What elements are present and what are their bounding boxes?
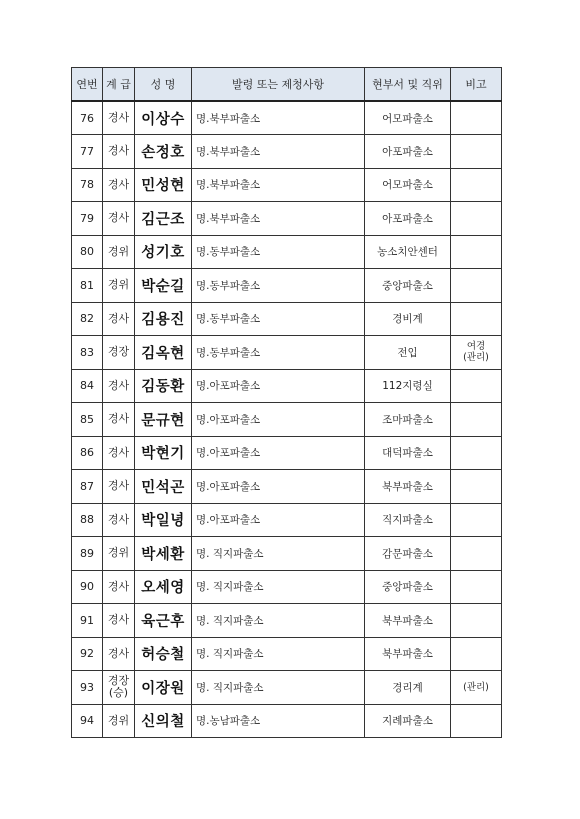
cell-note: [451, 704, 502, 738]
cell-order: 명.북부파출소: [192, 135, 365, 169]
cell-rank: 경사: [103, 604, 135, 638]
cell-name: 민석곤: [135, 470, 192, 504]
table-row: [72, 235, 502, 269]
table-row: [72, 671, 502, 705]
cell-rank: 경사: [103, 436, 135, 470]
cell-station: 112지령실: [365, 369, 451, 403]
cell-station: 직지파출소: [365, 503, 451, 537]
table-row: [72, 637, 502, 671]
table-row: [72, 202, 502, 236]
cell-station: 전입: [365, 336, 451, 370]
cell-order: 명.아포파출소: [192, 436, 365, 470]
table-row: [72, 369, 502, 403]
cell-num: 78: [72, 168, 103, 202]
cell-order: 명. 직지파출소: [192, 537, 365, 571]
cell-note: [451, 168, 502, 202]
cell-order: 명.북부파출소: [192, 101, 365, 135]
cell-rank: 경장: [103, 336, 135, 370]
cell-num: 85: [72, 403, 103, 437]
cell-name: 김근조: [135, 202, 192, 236]
cell-num: 92: [72, 637, 103, 671]
cell-note: [451, 302, 502, 336]
cell-rank: 경위: [103, 704, 135, 738]
table-header-row: [72, 68, 502, 102]
cell-order: 명. 직지파출소: [192, 637, 365, 671]
table-row: [72, 101, 502, 135]
table-row: [72, 604, 502, 638]
cell-num: 87: [72, 470, 103, 504]
cell-station: 아포파출소: [365, 202, 451, 236]
table-row: [72, 537, 502, 571]
cell-rank: 경사: [103, 503, 135, 537]
cell-note: [451, 403, 502, 437]
cell-note: [451, 637, 502, 671]
table-row: [72, 470, 502, 504]
cell-name: 김용진: [135, 302, 192, 336]
cell-rank: 경사: [103, 302, 135, 336]
cell-num: 89: [72, 537, 103, 571]
cell-station: 북부파출소: [365, 470, 451, 504]
cell-num: 77: [72, 135, 103, 169]
cell-rank: 경위: [103, 537, 135, 571]
cell-station: 중앙파출소: [365, 570, 451, 604]
cell-note: [451, 235, 502, 269]
cell-order: 명.아포파출소: [192, 503, 365, 537]
header-order: 발령 또는 제청사항: [192, 68, 365, 102]
cell-note: [451, 604, 502, 638]
cell-order: 명.농남파출소: [192, 704, 365, 738]
header-station: 현부서 및 직위: [365, 68, 451, 102]
cell-name: 허승철: [135, 637, 192, 671]
cell-station: 대덕파출소: [365, 436, 451, 470]
cell-num: 84: [72, 369, 103, 403]
cell-note: [451, 436, 502, 470]
header-note: 비고: [451, 68, 502, 102]
table-row: [72, 168, 502, 202]
cell-name: 오세영: [135, 570, 192, 604]
cell-num: 88: [72, 503, 103, 537]
cell-name: 육근후: [135, 604, 192, 638]
cell-note: [451, 537, 502, 571]
header-rank: 계 급: [103, 68, 135, 102]
cell-note: 여경 (관리): [451, 336, 502, 370]
cell-name: 민성현: [135, 168, 192, 202]
cell-note: [451, 369, 502, 403]
cell-order: 명.아포파출소: [192, 403, 365, 437]
cell-rank: 경사: [103, 637, 135, 671]
cell-name: 김동환: [135, 369, 192, 403]
cell-station: 어모파출소: [365, 101, 451, 135]
header-num: 연번: [72, 68, 103, 102]
cell-rank: 경장 (승): [103, 671, 135, 705]
cell-order: 명.동부파출소: [192, 302, 365, 336]
cell-station: 아포파출소: [365, 135, 451, 169]
cell-rank: 경사: [103, 369, 135, 403]
cell-rank: 경사: [103, 470, 135, 504]
table-row: [72, 336, 502, 370]
cell-rank: 경사: [103, 570, 135, 604]
table-row: [72, 269, 502, 303]
cell-note: [451, 202, 502, 236]
cell-num: 82: [72, 302, 103, 336]
cell-rank: 경위: [103, 269, 135, 303]
table-body: [72, 101, 502, 738]
personnel-table: [71, 67, 502, 738]
cell-order: 명.아포파출소: [192, 369, 365, 403]
table-row: [72, 503, 502, 537]
cell-station: 경비계: [365, 302, 451, 336]
cell-note: [451, 135, 502, 169]
cell-station: 어모파출소: [365, 168, 451, 202]
cell-num: 93: [72, 671, 103, 705]
cell-station: 지례파출소: [365, 704, 451, 738]
cell-station: 북부파출소: [365, 604, 451, 638]
cell-num: 94: [72, 704, 103, 738]
cell-station: 조마파출소: [365, 403, 451, 437]
cell-rank: 경사: [103, 135, 135, 169]
cell-note: [451, 570, 502, 604]
table-row: [72, 135, 502, 169]
cell-station: 농소치안센터: [365, 235, 451, 269]
table-row: [72, 403, 502, 437]
cell-name: 김옥현: [135, 336, 192, 370]
cell-rank: 경사: [103, 403, 135, 437]
cell-order: 명.동부파출소: [192, 336, 365, 370]
cell-order: 명.동부파출소: [192, 269, 365, 303]
cell-rank: 경위: [103, 235, 135, 269]
cell-order: 명.북부파출소: [192, 202, 365, 236]
cell-name: 이상수: [135, 101, 192, 135]
cell-name: 문규현: [135, 403, 192, 437]
table-row: [72, 302, 502, 336]
cell-num: 91: [72, 604, 103, 638]
cell-num: 80: [72, 235, 103, 269]
cell-order: 명. 직지파출소: [192, 570, 365, 604]
cell-name: 박순길: [135, 269, 192, 303]
header-name: 성 명: [135, 68, 192, 102]
cell-name: 박일녕: [135, 503, 192, 537]
cell-order: 명.북부파출소: [192, 168, 365, 202]
cell-rank: 경사: [103, 202, 135, 236]
cell-name: 박현기: [135, 436, 192, 470]
cell-num: 81: [72, 269, 103, 303]
cell-order: 명.동부파출소: [192, 235, 365, 269]
cell-station: 감문파출소: [365, 537, 451, 571]
cell-order: 명. 직지파출소: [192, 671, 365, 705]
table-row: [72, 436, 502, 470]
cell-name: 박세환: [135, 537, 192, 571]
cell-name: 손정호: [135, 135, 192, 169]
cell-num: 79: [72, 202, 103, 236]
cell-num: 76: [72, 101, 103, 135]
cell-note: [451, 269, 502, 303]
cell-name: 신의철: [135, 704, 192, 738]
cell-station: 경리계: [365, 671, 451, 705]
cell-num: 86: [72, 436, 103, 470]
cell-name: 성기호: [135, 235, 192, 269]
cell-note: [451, 503, 502, 537]
cell-note: [451, 101, 502, 135]
cell-station: 중앙파출소: [365, 269, 451, 303]
cell-num: 83: [72, 336, 103, 370]
table-row: [72, 570, 502, 604]
cell-num: 90: [72, 570, 103, 604]
cell-order: 명.아포파출소: [192, 470, 365, 504]
table-row: [72, 704, 502, 738]
cell-name: 이장원: [135, 671, 192, 705]
cell-rank: 경사: [103, 168, 135, 202]
cell-station: 북부파출소: [365, 637, 451, 671]
cell-order: 명. 직지파출소: [192, 604, 365, 638]
cell-rank: 경사: [103, 101, 135, 135]
cell-note: [451, 470, 502, 504]
cell-note: (관리): [451, 671, 502, 705]
